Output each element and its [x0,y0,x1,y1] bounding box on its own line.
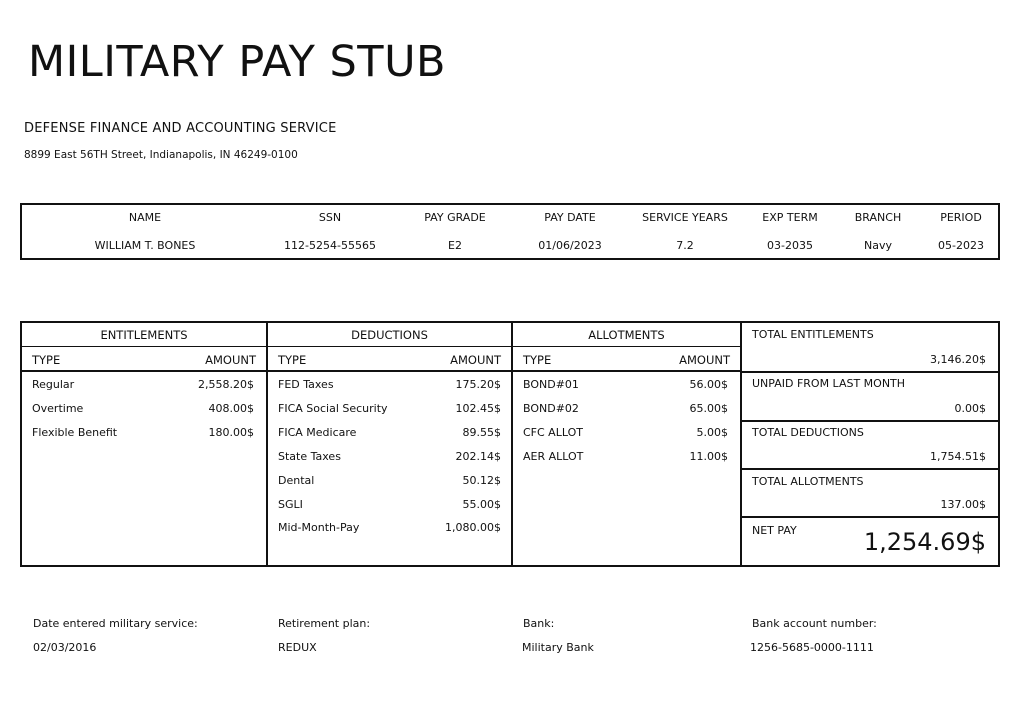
entitlements-amount-header: AMOUNT [205,353,256,367]
deductions-title: DEDUCTIONS [351,328,428,342]
deduction-type: SGLI [278,498,303,511]
info-value-name: WILLIAM T. BONES [94,239,196,252]
allotments-amount-header: AMOUNT [679,353,730,367]
info-header-pay-grade: PAY GRADE [424,211,486,224]
allotment-type: BOND#01 [523,378,579,391]
entitlement-amount: 180.00$ [208,426,254,439]
deduction-amount: 102.45$ [455,402,501,415]
info-header-service-years: SERVICE YEARS [642,211,728,224]
allotment-amount: 5.00$ [696,426,728,439]
allotments-column [513,323,740,565]
bank-account-label: Bank account number: [752,617,877,630]
bank-account-value: 1256-5685-0000-1111 [750,641,874,654]
deduction-amount: 89.55$ [462,426,501,439]
employee-info-box [20,203,1000,260]
bank-label: Bank: [523,617,555,630]
allotment-type: BOND#02 [523,402,579,415]
entitlement-type: Overtime [32,402,84,415]
deduction-amount: 1,080.00$ [445,521,501,534]
total-deductions-value: 1,754.51$ [930,450,986,463]
organization-address: 8899 East 56TH Street, Indianapolis, IN 46249-0100 [24,149,298,161]
deduction-type: Mid-Month-Pay [278,521,360,534]
deduction-type: FED Taxes [278,378,334,391]
allotment-type: CFC ALLOT [523,426,583,439]
summary-divider [742,371,998,373]
info-header-period: PERIOD [940,211,982,224]
deduction-amount: 55.00$ [462,498,501,511]
info-value-service-years: 7.2 [676,239,694,252]
entitlements-column [22,323,266,565]
info-value-period: 05-2023 [938,239,984,252]
page-title: MILITARY PAY STUB [28,37,447,87]
allotments-title: ALLOTMENTS [588,328,665,342]
service-date-label: Date entered military service: [33,617,198,630]
info-value-pay-grade: E2 [448,239,462,252]
pay-breakdown-table [20,321,1000,567]
service-date-value: 02/03/2016 [33,641,97,654]
allotment-amount: 65.00$ [689,402,728,415]
summary-divider [742,468,998,470]
summary-divider [742,420,998,422]
organization-name: DEFENSE FINANCE AND ACCOUNTING SERVICE [24,121,337,136]
net-pay-label: NET PAY [752,524,797,537]
info-value-branch: Navy [864,239,892,252]
net-pay-value: 1,254.69$ [863,528,986,556]
deduction-type: Dental [278,474,315,487]
deduction-type: State Taxes [278,450,341,463]
deduction-type: FICA Social Security [278,402,388,415]
info-header-pay-date: PAY DATE [544,211,596,224]
allotments-type-header: TYPE [523,353,552,367]
entitlements-type-header: TYPE [32,353,61,367]
info-header-exp-term: EXP TERM [762,211,818,224]
total-entitlements-label: TOTAL ENTITLEMENTS [752,328,874,341]
deduction-amount: 202.14$ [455,450,501,463]
info-header-branch: BRANCH [854,211,902,224]
allotment-amount: 56.00$ [689,378,728,391]
bank-value: Military Bank [522,641,594,654]
entitlements-title: ENTITLEMENTS [100,328,188,342]
info-value-ssn: 112-5254-55565 [284,239,376,252]
total-deductions-label: TOTAL DEDUCTIONS [752,426,864,439]
total-allotments-value: 137.00$ [940,498,986,511]
deduction-amount: 175.20$ [455,378,501,391]
allotment-amount: 11.00$ [689,450,728,463]
deduction-type: FICA Medicare [278,426,357,439]
info-header-ssn: SSN [318,211,342,224]
deductions-type-header: TYPE [278,353,307,367]
total-entitlements-value: 3,146.20$ [930,353,986,366]
deductions-amount-header: AMOUNT [450,353,501,367]
retirement-plan-value: REDUX [278,641,317,654]
entitlement-type: Regular [32,378,75,391]
info-value-exp-term: 03-2035 [767,239,813,252]
deductions-column [268,323,511,565]
summary-column [742,323,998,565]
deduction-amount: 50.12$ [462,474,501,487]
info-value-pay-date: 01/06/2023 [538,239,602,252]
entitlement-type: Flexible Benefit [32,426,118,439]
summary-divider [742,516,998,518]
entitlement-amount: 2,558.20$ [198,378,254,391]
retirement-plan-label: Retirement plan: [278,617,371,630]
info-header-name: NAME [128,211,162,224]
entitlement-amount: 408.00$ [208,402,254,415]
allotment-type: AER ALLOT [523,450,584,463]
unpaid-last-month-label: UNPAID FROM LAST MONTH [752,377,906,390]
total-allotments-label: TOTAL ALLOTMENTS [752,475,864,488]
unpaid-last-month-value: 0.00$ [954,402,986,415]
